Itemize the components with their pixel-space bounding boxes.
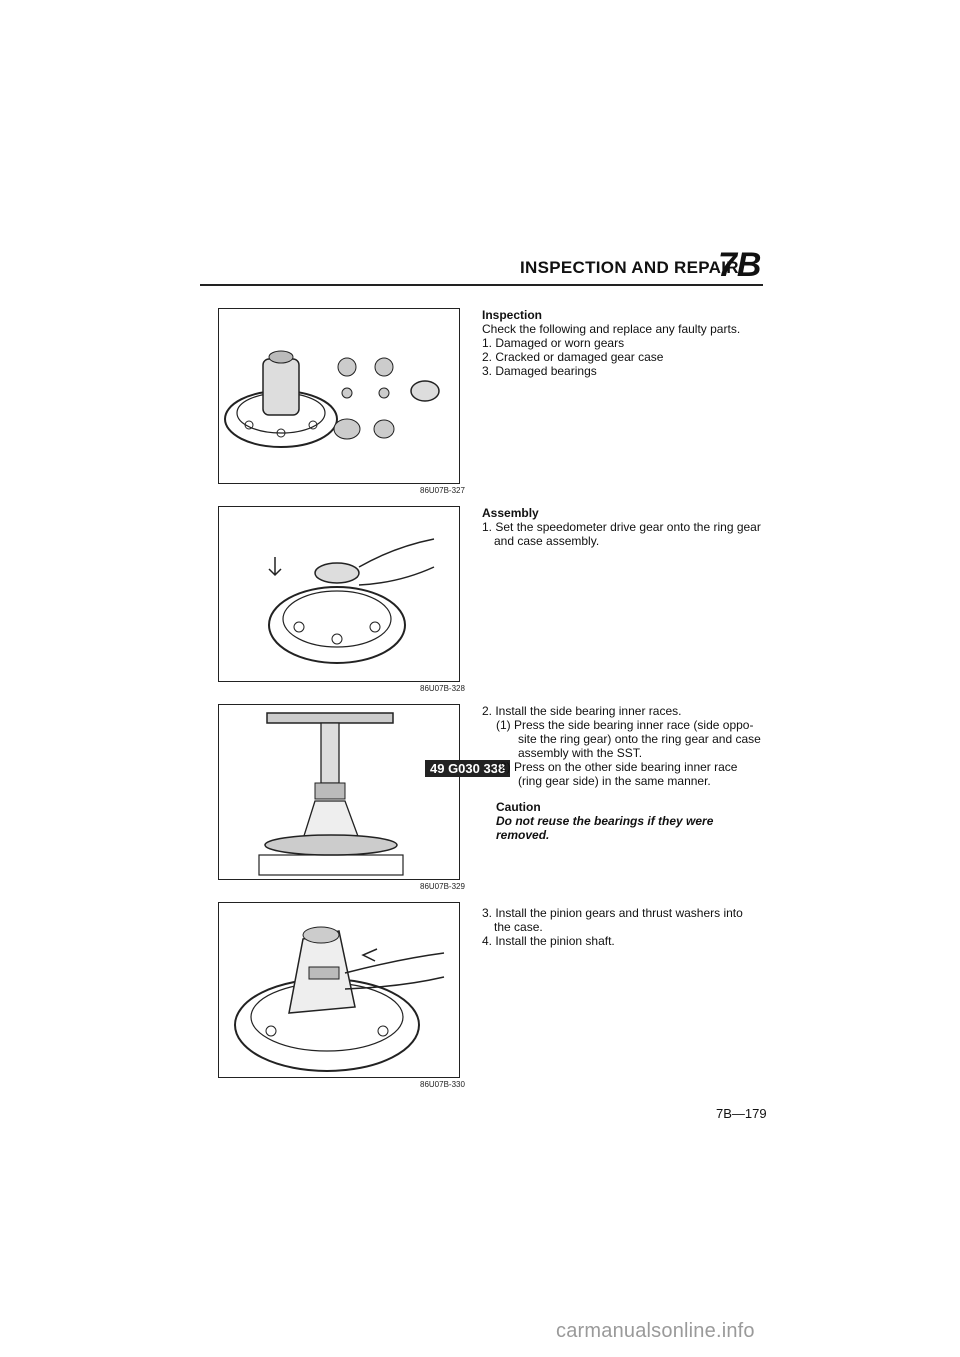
assembly-step-2: 2. Install the side bearing inner races. (482, 704, 682, 718)
watermark: carmanualsonline.info (556, 1320, 755, 1342)
gear-parts-illustration (219, 309, 459, 483)
figure-code: 86U07B-330 (420, 1080, 465, 1089)
caution-title: Caution (496, 800, 541, 814)
figure-code: 86U07B-329 (420, 882, 465, 891)
assembly-step-1: 1. Set the speedometer drive gear onto the ring gear and case assembly. (482, 520, 761, 548)
pinion-shaft-illustration (219, 903, 459, 1077)
assembly-step-4: 4. Install the pinion shaft. (482, 934, 615, 948)
sst-tool-label: 49 G030 338 (425, 760, 510, 777)
figure-pinion-shaft (218, 902, 460, 1078)
inspection-heading: Inspection (482, 308, 543, 322)
figure-code: 86U07B-327 (420, 486, 465, 495)
page-number: 7B—179 (716, 1106, 767, 1121)
assembly-step-2-sub: (2) Press on the other side bearing inner race (ring gear side) in the same manner. (496, 760, 738, 788)
inspection-item: 1. Damaged or worn gears (482, 336, 625, 350)
caution-box (496, 800, 762, 842)
section-badge: 7B (718, 246, 762, 284)
inspection-item: 2. Cracked or damaged gear case (482, 350, 664, 364)
figure-inspection-parts (218, 308, 460, 484)
arrow-icon (269, 557, 281, 575)
arrow-icon (363, 949, 377, 961)
assembly-heading: Assembly (482, 506, 539, 520)
figure-bearing-press (218, 704, 460, 880)
bearing-press-illustration (219, 705, 459, 879)
inspection-section (482, 308, 762, 378)
inspection-item: 3. Damaged bearings (482, 364, 597, 378)
assembly-step-3-block (482, 906, 762, 948)
page-header-title: INSPECTION AND REPAIR (520, 258, 739, 277)
assembly-step-2-sub: (1) Press the side bearing inner race (side oppo-site the ring gear) onto the ring gear and case assembly with the SST. (496, 718, 761, 760)
speedometer-gear-illustration (219, 507, 459, 681)
figure-speedometer-gear (218, 506, 460, 682)
assembly-section (482, 506, 762, 548)
inspection-intro: Check the following and replace any faulty parts. (482, 322, 741, 336)
header-divider (200, 284, 763, 286)
figure-code: 86U07B-328 (420, 684, 465, 693)
caution-text: Do not reuse the bearings if they were removed. (496, 814, 714, 842)
assembly-step-3: 3. Install the pinion gears and thrust washers into the case. (482, 906, 743, 934)
assembly-step-2-block (482, 704, 762, 842)
